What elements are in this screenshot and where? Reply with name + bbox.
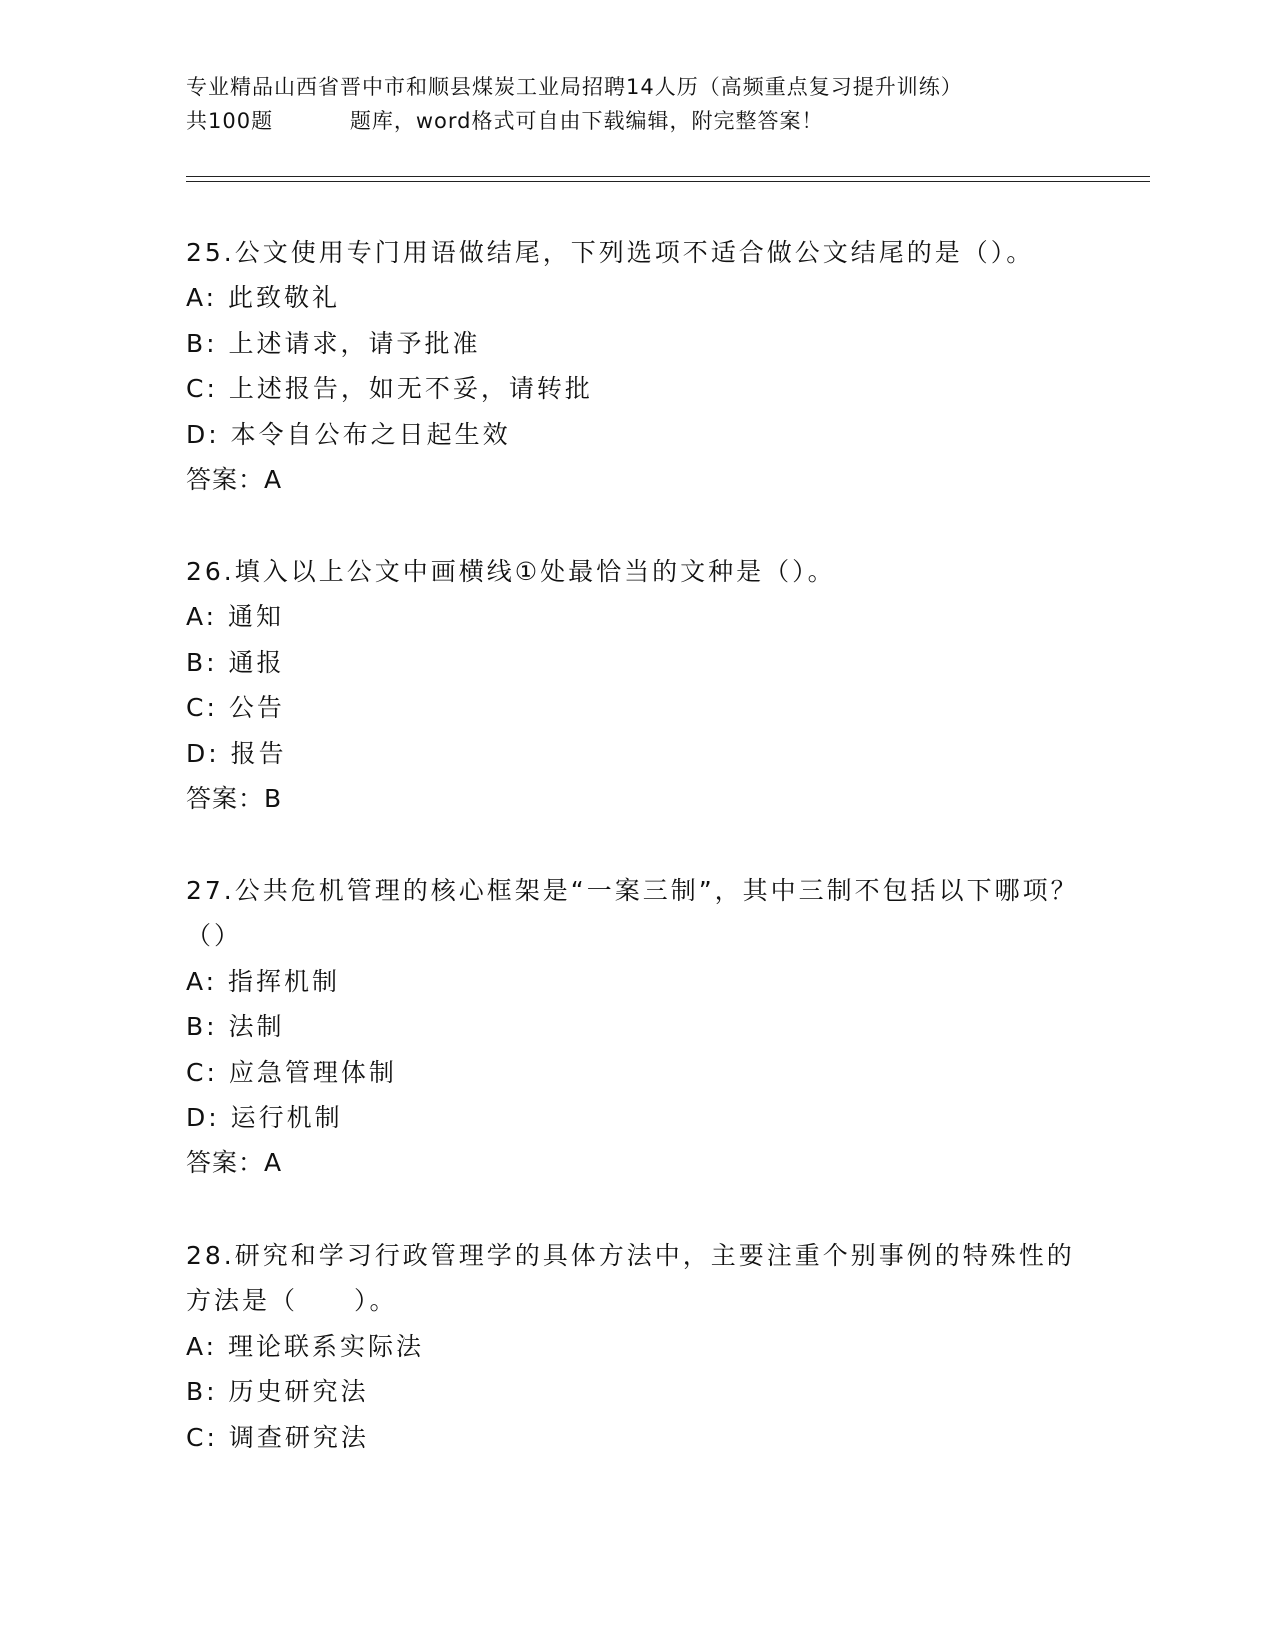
question-stem: 26.填入以上公文中画横线①处最恰当的文种是（）。 <box>186 557 836 586</box>
option-c: C: 公告 <box>186 693 285 723</box>
option-d: D: 报告 <box>186 738 287 768</box>
option-a: A: 指挥机制 <box>186 966 341 996</box>
question-27 <box>186 868 1086 1186</box>
option-a: A: 此致敬礼 <box>186 283 341 313</box>
option-b: B: 法制 <box>186 1012 285 1042</box>
header-divider-bottom <box>186 181 1150 182</box>
option-a: A: 通知 <box>186 602 285 632</box>
header-title-line-2: 共100题 题库，word格式可自由下载编辑，附完整答案！ <box>186 109 824 133</box>
option-b: B: 上述请求，请予批准 <box>186 328 481 358</box>
question-stem: 28.研究和学习行政管理学的具体方法中，主要注重个别事例的特殊性的方法是（ ）。 <box>186 1241 1075 1316</box>
question-stem: 27.公共危机管理的核心框架是“一案三制”，其中三制不包括以下哪项？（） <box>186 876 1079 951</box>
answer-label: 答案：A <box>186 465 283 495</box>
question-26 <box>186 549 1086 821</box>
document-header <box>186 70 1086 138</box>
option-b: B: 通报 <box>186 647 285 677</box>
option-d: D: 本令自公布之日起生效 <box>186 419 511 449</box>
option-d: D: 运行机制 <box>186 1103 343 1133</box>
header-title-line-1: 专业精品山西省晋中市和顺县煤炭工业局招聘14人历（高频重点复习提升训练） <box>186 75 963 99</box>
answer-label: 答案：A <box>186 1148 283 1178</box>
option-c: C: 应急管理体制 <box>186 1057 397 1087</box>
question-28 <box>186 1233 1086 1460</box>
answer-label: 答案：B <box>186 784 283 814</box>
option-a: A: 理论联系实际法 <box>186 1331 425 1361</box>
question-25 <box>186 230 1086 502</box>
option-c: C: 调查研究法 <box>186 1422 369 1452</box>
question-stem: 25.公文使用专门用语做结尾，下列选项不适合做公文结尾的是（）。 <box>186 238 1035 267</box>
option-c: C: 上述报告，如无不妥，请转批 <box>186 374 593 404</box>
header-divider-top <box>186 176 1150 177</box>
option-b: B: 历史研究法 <box>186 1377 369 1407</box>
